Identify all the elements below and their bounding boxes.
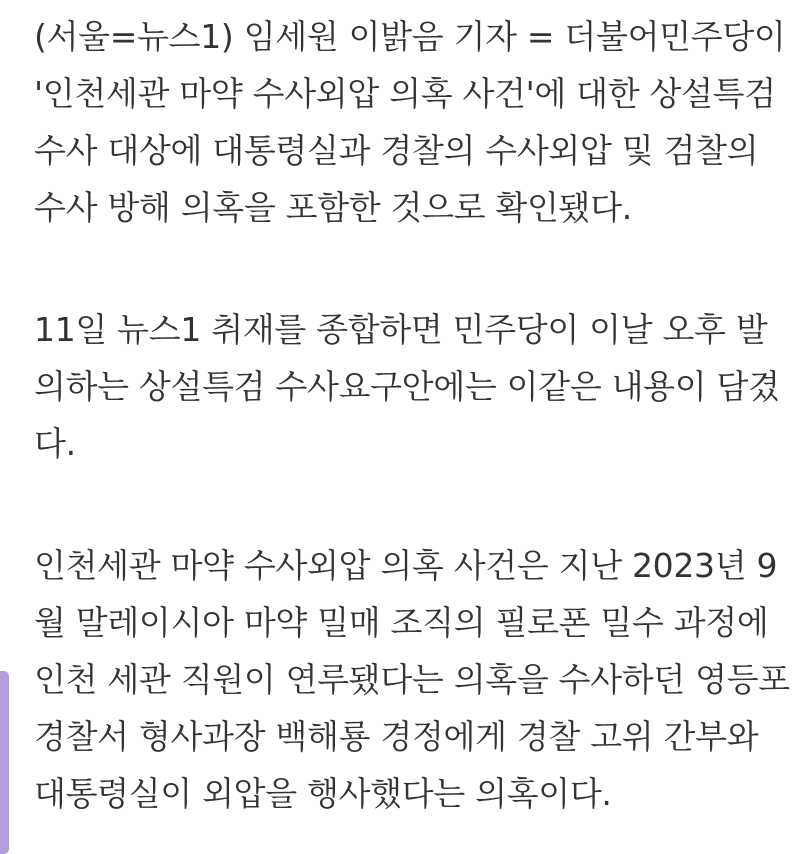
text-line: 경찰서 형사과장 백해룡 경정에게 경찰 고위 간부와: [34, 717, 759, 756]
scroll-indicator[interactable]: [0, 671, 9, 854]
text-line: 수사 대상에 대통령실과 경찰의 수사외압 및 검찰의: [34, 131, 759, 170]
paragraph-1: [34, 8, 785, 236]
text-line: 다.: [34, 424, 76, 463]
text-line: 인천세관 마약 수사외압 의혹 사건은 지난 2023년 9: [34, 546, 778, 585]
text-line: 11일 뉴스1 취재를 종합하면 민주당이 이날 오후 발: [34, 310, 768, 349]
text-line: 월 말레이시아 마약 밀매 조직의 필로폰 밀수 과정에: [34, 603, 769, 642]
text-line: 수사 방해 의혹을 포함한 것으로 확인됐다.: [34, 188, 632, 227]
paragraph-3: [34, 537, 790, 822]
paragraph-2: [34, 301, 780, 472]
text-line: 의하는 상설특검 수사요구안에는 이같은 내용이 담겼: [34, 367, 780, 406]
text-line: '인천세관 마약 수사외압 의혹 사건'에 대한 상설특검: [34, 74, 776, 113]
text-line: 인천 세관 직원이 연루됐다는 의혹을 수사하던 영등포: [34, 660, 790, 699]
text-line: (서울=뉴스1) 임세원 이밝음 기자 = 더불어민주당이: [34, 17, 786, 56]
text-line: 대통령실이 외압을 행사했다는 의혹이다.: [34, 774, 612, 813]
